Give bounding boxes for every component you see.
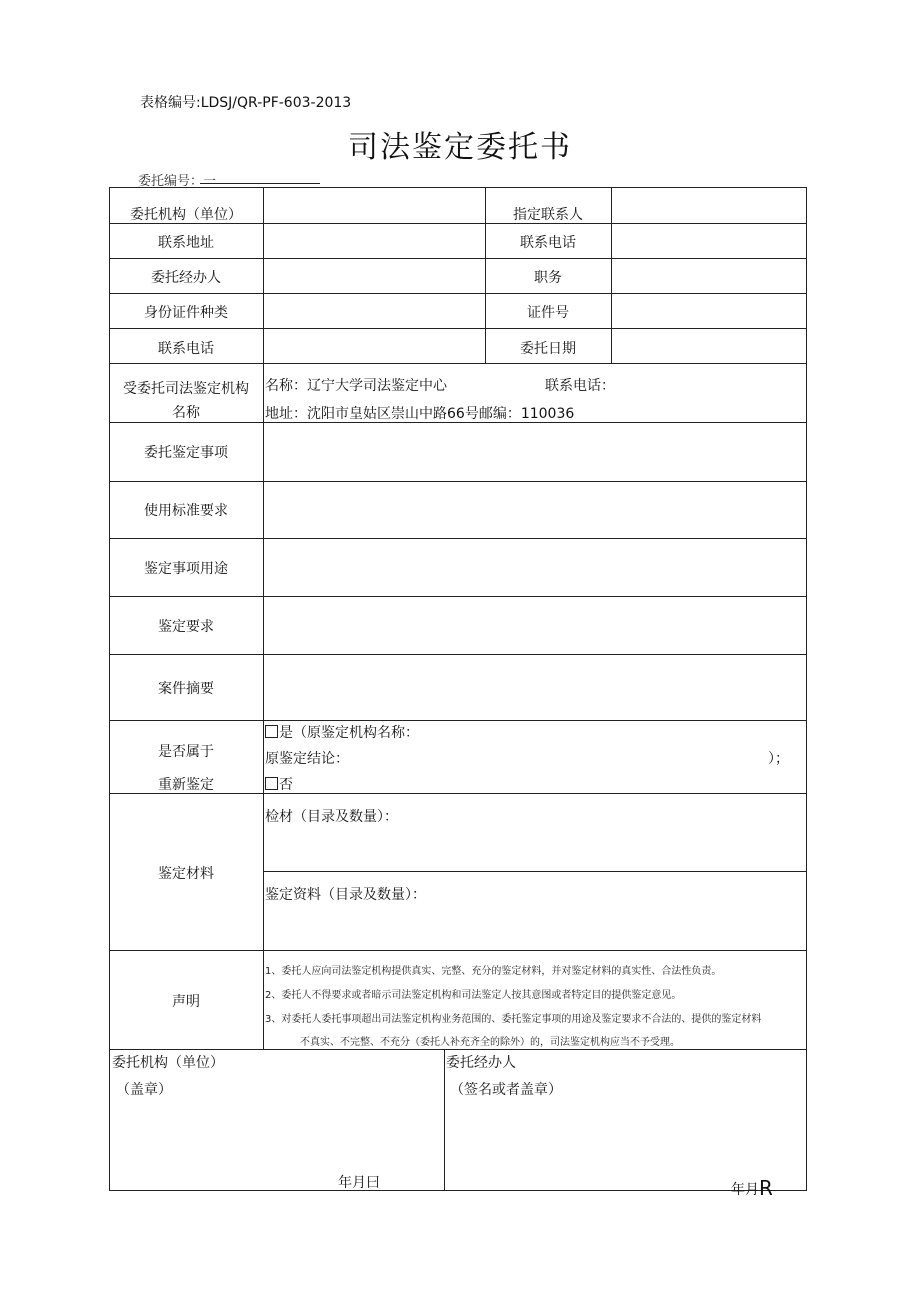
samples-label: 检材（目录及数量）： xyxy=(265,809,398,825)
agent-field[interactable] xyxy=(264,259,485,293)
statement-line-3-continued: 不真实、不完整、不充分（委托人补充齐全的除外）的，司法鉴定机构应当不予受理。 xyxy=(300,1037,680,1048)
label-contact-person: 指定联系人 xyxy=(513,207,583,223)
no-checkbox[interactable] xyxy=(265,777,278,790)
label-client-org: 委托机构（单位） xyxy=(130,207,242,223)
row-divider xyxy=(263,871,807,872)
label-id-number: 证件号 xyxy=(527,305,569,321)
appraisal-purpose-field[interactable] xyxy=(264,539,807,596)
contact-address-field[interactable] xyxy=(264,224,485,258)
label-contact-address: 联系地址 xyxy=(158,235,214,251)
yes-checkbox[interactable] xyxy=(265,725,278,738)
entrust-number-field[interactable] xyxy=(200,183,320,184)
contact-phone-field[interactable] xyxy=(612,224,807,258)
entrust-date-field[interactable] xyxy=(612,329,807,363)
label-materials: 鉴定材料 xyxy=(158,866,214,882)
row-divider xyxy=(109,950,807,951)
original-conclusion-label: 原鉴定结论： xyxy=(265,751,349,767)
page-title: 司法鉴定委托书 xyxy=(348,130,572,165)
label-statement: 声明 xyxy=(172,994,200,1010)
statement-line-1: 1、委托人应向司法鉴定机构提供真实、完整、充分的鉴定材料，并对鉴定材料的真实性、合法性负责。 xyxy=(265,966,722,977)
label-reappraisal-2: 重新鉴定 xyxy=(158,777,214,793)
statement-line-2: 2、委托人不得要求或者暗示司法鉴定机构和司法鉴定人按其意图或者特定目的提供鉴定意见。 xyxy=(265,990,682,1001)
yes-option-label: 是（原鉴定机构名称： xyxy=(279,725,419,741)
label-reappraisal: 是否属于 xyxy=(158,744,214,760)
id-type-field[interactable] xyxy=(264,294,485,328)
row-divider xyxy=(109,1049,807,1050)
reappraisal-yes-option[interactable] xyxy=(265,722,419,742)
phone-field[interactable] xyxy=(264,329,485,363)
reappraisal-no-option[interactable] xyxy=(265,774,293,794)
statement-line-3: 3、对委托人委托事项超出司法鉴定机构业务范围的、委托鉴定事项的用途及鉴定要求不合法的、提供的鉴定材料 xyxy=(265,1014,762,1025)
agent-sign-area[interactable] xyxy=(445,1100,806,1170)
label-appraisal-matter: 委托鉴定事项 xyxy=(144,445,228,461)
institution-address: 地址：沈阳市皇姑区崇山中路66号邮编：110036 xyxy=(265,406,575,422)
signature-agent-date xyxy=(731,1176,773,1200)
form-number: 表格编号:LDSJ/QR-PF-603-2013 xyxy=(140,95,352,111)
label-agent: 委托经办人 xyxy=(151,270,221,286)
appraisal-matter-field[interactable] xyxy=(264,423,807,481)
signature-org-seal: （盖章） xyxy=(116,1082,172,1098)
label-case-summary: 案件摘要 xyxy=(158,681,214,697)
label-position: 职务 xyxy=(534,270,562,286)
row-divider xyxy=(109,363,807,364)
signature-org-label: 委托机构（单位） xyxy=(112,1055,224,1071)
org-seal-area[interactable] xyxy=(110,1100,443,1170)
appraisal-requirements-field[interactable] xyxy=(264,597,807,654)
contact-person-field[interactable] xyxy=(612,188,807,223)
client-org-field[interactable] xyxy=(264,188,485,223)
standard-requirements-field[interactable] xyxy=(264,482,807,538)
position-field[interactable] xyxy=(612,259,807,293)
row-divider xyxy=(109,720,807,721)
institution-phone-label: 联系电话： xyxy=(545,378,615,394)
signature-agent-label: 委托经办人 xyxy=(446,1055,516,1071)
label-institution-name: 名称 xyxy=(172,405,200,421)
signature-agent-sign: （签名或者盖章） xyxy=(450,1082,562,1098)
entrust-number-label: 委托编号：一 xyxy=(138,174,217,189)
label-appraisal-purpose: 鉴定事项用途 xyxy=(144,561,228,577)
case-summary-field[interactable] xyxy=(264,655,807,720)
label-standard-requirements: 使用标准要求 xyxy=(144,503,228,519)
agent-date-label: 年月 xyxy=(731,1182,759,1198)
label-id-type: 身份证件种类 xyxy=(144,305,228,321)
label-phone: 联系电话 xyxy=(158,341,214,357)
institution-name: 名称：辽宁大学司法鉴定中心 xyxy=(265,378,447,394)
original-conclusion-closing: ）； xyxy=(768,751,789,767)
id-number-field[interactable] xyxy=(612,294,807,328)
agent-date-mark: R xyxy=(759,1176,773,1200)
label-institution: 受委托司法鉴定机构 xyxy=(123,381,249,397)
label-appraisal-requirements: 鉴定要求 xyxy=(158,619,214,635)
no-option-label: 否 xyxy=(279,777,293,793)
label-entrust-date: 委托日期 xyxy=(520,341,576,357)
documents-label: 鉴定资料（目录及数量）： xyxy=(265,887,426,903)
label-contact-phone: 联系电话 xyxy=(520,235,576,251)
signature-org-date: 年月曰 xyxy=(338,1175,380,1191)
